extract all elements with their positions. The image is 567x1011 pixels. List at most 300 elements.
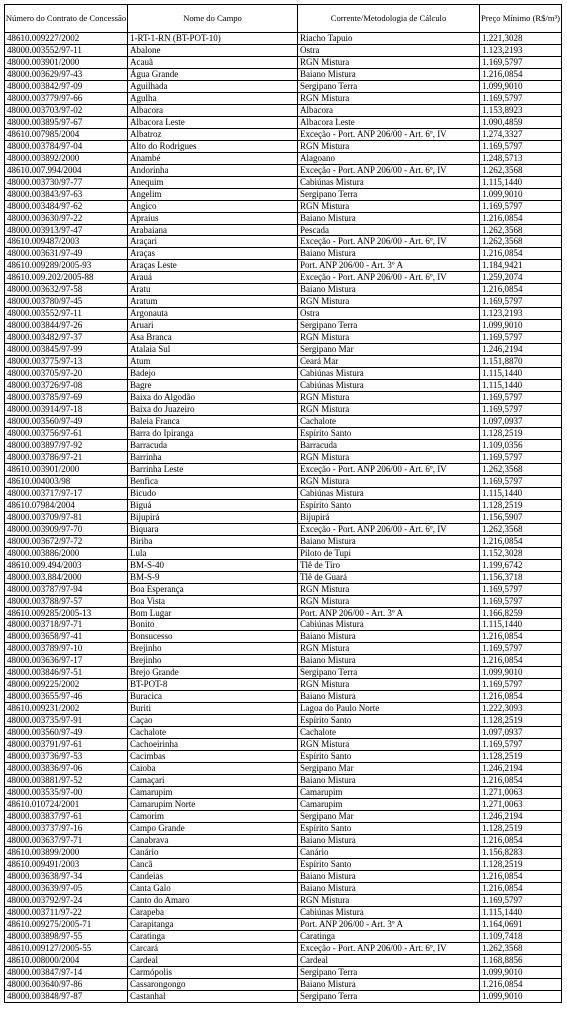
table-row [5,847,561,859]
preco-cell: 1.169,5797 [482,739,523,750]
contrato-cell: 48000.003638/97-34 [5,871,128,882]
price-table [4,4,562,1003]
contrato-cell: 48000.003789/97-10 [5,643,128,654]
corrente-cell: Espírito Santo [298,500,480,511]
contrato-cell: 48610.009289/2005-93 [5,260,128,271]
contrato-cell: 48610.007985/2004 [5,129,128,140]
preco-cell: 1.262,3568 [482,164,523,175]
preco-cell: 1.262,3568 [482,224,523,235]
campo-cell: Barrinha Leste [128,464,298,475]
contrato-cell: 48000.003631/97-49 [5,248,128,259]
contrato-cell: 48000.003886/2000 [5,548,128,559]
preco-cell: 1.115,1440 [482,176,523,187]
corrente-cell: Baiano Mistura [298,213,480,224]
preco-cell: 1.169,5797 [482,332,523,343]
table-row [5,272,561,284]
contrato-cell: 48000.003711/97-22 [5,907,128,918]
campo-cell: Camaçari [128,775,298,786]
campo-cell: Atalaia Sul [128,344,298,355]
table-row [5,859,561,871]
table-row [5,775,561,787]
campo-cell: Lula [128,548,298,559]
table-row [5,189,561,201]
table-row [5,81,561,93]
preco-cell: 1.115,1440 [482,487,523,498]
contrato-cell: 48000.003914/97-18 [5,404,128,415]
contrato-cell: 48000.003846/97-51 [5,667,128,678]
table-row [5,416,561,428]
contrato-cell: 48610.009.202/2005-88 [5,272,128,283]
contrato-cell: 48610.009285/2005-13 [5,608,128,619]
preco-cell: 1.262,3568 [482,523,523,534]
table-row [5,308,561,320]
preco-cell: 1.153,8923 [482,104,523,115]
table-row [5,991,561,1003]
preco-cell: 1.216,0854 [482,834,523,845]
table-row [5,751,561,763]
table-row [5,835,561,847]
table-row [5,979,561,991]
contrato-cell: 48000.003901/2000 [5,57,128,68]
preco-cell: 1.271,0063 [482,799,523,809]
corrente-cell: RGN Mistura [298,332,480,343]
table-row [5,356,561,368]
corrente-cell: RGN Mistura [298,596,480,607]
table-row [5,153,561,165]
preco-cell: 1.262,3568 [482,463,523,474]
campo-cell: Canabrava [128,835,298,846]
table-row [5,488,561,500]
preco-cell: 1.216,0854 [482,212,523,223]
corrente-cell: Barracuda [298,440,480,451]
corrente-cell: Cabiúnas Mistura [298,368,480,379]
corrente-cell: RGN Mistura [298,296,480,307]
preco-cell: 1.097,0937 [482,727,523,738]
table-row [5,284,561,296]
table-row [5,715,561,727]
preco-cell: 1.128,2519 [482,822,523,833]
preco-cell: 1.246,2194 [482,763,523,774]
corrente-cell: Baiano Mistura [298,979,480,990]
contrato-cell: 48000.003847/97-14 [5,967,128,978]
table-row [5,691,561,703]
corrente-cell: Riacho Tapuio [298,33,480,44]
corrente-cell: Sergipano Mar [298,811,480,822]
campo-cell: Araças Leste [128,260,298,271]
table-row [5,129,561,141]
contrato-cell: 48000.003836/97-06 [5,763,128,774]
campo-cell: Biguá [128,500,298,511]
contrato-cell: 48610.009227/2002 [5,33,128,44]
corrente-cell: Sergipano Terra [298,967,480,978]
corrente-cell: Cachalote [298,416,480,427]
contrato-cell: 48610.009487/2003 [5,236,128,247]
campo-cell: Canário [128,847,298,858]
campo-cell: Brejo Grande [128,667,298,678]
table-row [5,524,561,536]
preco-cell: 1.123,2193 [482,308,523,319]
corrente-cell: Cabiúnas Mistura [298,488,480,499]
table-row [5,955,561,967]
preco-cell: 1.274,3327 [482,128,523,139]
campo-cell: Buracica [128,691,298,702]
campo-cell: Apraius [128,213,298,224]
preco-cell: 1.216,0854 [482,775,523,786]
campo-cell: Araças [128,248,298,259]
corrente-cell: Exceção - Port. ANP 206/00 - Art. 6º, IV [298,524,480,535]
contrato-cell: 48000.003630/97-22 [5,213,128,224]
corrente-cell: Espírito Santo [298,823,480,834]
corrente-cell: RGN Mistura [298,476,480,487]
preco-cell: 1.128,2519 [482,499,523,510]
table-row [5,967,561,979]
preco-cell: 1.262,3568 [482,236,523,247]
table-row [5,727,561,739]
contrato-cell: 48000.003848/97-87 [5,991,128,1003]
corrente-cell: Baiano Mistura [298,248,480,259]
preco-cell: 1.164,0691 [482,918,523,929]
table-row [5,943,561,955]
table-header [5,5,561,33]
campo-cell: Camarupim [128,787,298,798]
campo-cell: Aruari [128,320,298,331]
corrente-cell: Baiano Mistura [298,835,480,846]
campo-cell: Cassarongongo [128,979,298,990]
contrato-cell: 48000.003552/97-11 [5,45,128,56]
contrato-cell: 48610.003901/2000 [5,464,128,475]
contrato-cell: 48610.009275/2005-71 [5,919,128,930]
campo-cell: Arabaiana [128,225,298,236]
campo-cell: Caratinga [128,931,298,942]
campo-cell: Carcará [128,943,298,954]
table-row [5,93,561,105]
contrato-cell: 48610.003899/2000 [5,847,128,858]
preco-cell: 1.216,0854 [482,535,523,546]
campo-cell: Boa Esperança [128,584,298,595]
campo-cell: Biriba [128,536,298,547]
corrente-cell: RGN Mistura [298,739,480,750]
contrato-cell: 48000.003629/97-43 [5,69,128,80]
table-row [5,823,561,835]
campo-cell: 1-RT-1-RN (BT-POT-10) [128,33,298,44]
campo-cell: Canta Galo [128,883,298,894]
table-row [5,320,561,332]
preco-cell: 1.169,5797 [482,56,523,67]
campo-cell: Cacimbas [128,751,298,762]
contrato-cell: 48000.003843/97-63 [5,189,128,200]
corrente-cell: RGN Mistura [298,141,480,152]
preco-cell: 1.099,9010 [482,320,523,331]
corrente-cell: RGN Mistura [298,895,480,906]
campo-cell: Barra do Ipiranga [128,428,298,439]
contrato-cell: 48610.004003/98 [5,476,128,487]
preco-cell: 1.222,3093 [482,703,523,714]
contrato-cell: 48000.003484/97-62 [5,201,128,212]
contrato-cell: 48000.003895/97-67 [5,117,128,128]
campo-cell: Camarupim Norte [128,799,298,810]
preco-cell: 1.199,6742 [482,559,523,570]
table-row [5,368,561,380]
contrato-cell: 48000.003482/97-37 [5,332,128,343]
preco-cell: 1.128,2519 [482,858,523,869]
campo-cell: Benfica [128,476,298,487]
preco-cell: 1.169,5797 [482,679,523,690]
campo-cell: Camorim [128,811,298,822]
preco-cell: 1.246,2194 [482,810,523,821]
campo-cell: Aratu [128,284,298,295]
campo-cell: Buriti [128,703,298,714]
campo-cell: Boa Vista [128,596,298,607]
contrato-cell: 48000.003726/97-08 [5,380,128,391]
preco-cell: 1.169,5797 [482,200,523,211]
campo-cell: Anequim [128,177,298,188]
corrente-cell: Port. ANP 206/00 - Art. 3º A [298,260,480,271]
corrente-cell: Caratinga [298,931,480,942]
contrato-cell: 48000.003784/97-04 [5,141,128,152]
campo-cell: Barracuda [128,440,298,451]
table-row [5,787,561,799]
campo-cell: Atum [128,356,298,367]
campo-cell: Andorinha [128,165,298,176]
table-row [5,548,561,560]
campo-cell: BT-POT-8 [128,679,298,690]
table-row [5,464,561,476]
contrato-cell: 48610.009127/2005-55 [5,943,128,954]
table-row [5,631,561,643]
corrente-cell: Camarupim [298,787,480,798]
corrente-cell: Tlê de Tiro [298,560,480,571]
contrato-cell: 48000.003552/97-11 [5,308,128,319]
campo-cell: Bonsucesso [128,631,298,642]
preco-cell: 1.115,1440 [482,906,523,917]
contrato-cell: 48000.003786/97-21 [5,452,128,463]
corrente-cell: Pescada [298,225,480,236]
contrato-cell: 48000.003788/97-57 [5,596,128,607]
preco-cell: 1.221,3028 [482,33,523,43]
contrato-cell: 48000.003637/97-71 [5,835,128,846]
preco-cell: 1.123,2193 [482,44,523,55]
table-row [5,608,561,620]
campo-cell: Cancã [128,859,298,870]
contrato-cell: 48000.003791/97-61 [5,739,128,750]
campo-cell: Candeias [128,871,298,882]
campo-cell: Aguilhada [128,81,298,92]
table-row [5,440,561,452]
corrente-cell: RGN Mistura [298,392,480,403]
preco-cell: 1.156,5907 [482,511,523,522]
corrente-cell: Sergipano Mar [298,763,480,774]
table-row [5,344,561,356]
preco-cell: 1.099,9010 [482,667,523,678]
preco-cell: 1.115,1440 [482,380,523,391]
contrato-cell: 48000.003705/97-20 [5,368,128,379]
campo-cell: Argonauta [128,308,298,319]
corrente-cell: Sergipano Terra [298,320,480,331]
corrente-cell: Baiano Mistura [298,871,480,882]
table-row [5,679,561,691]
corrente-cell: Ostra [298,45,480,56]
table-row [5,919,561,931]
corrente-cell: Albacora Leste [298,117,480,128]
campo-cell: Caioba [128,763,298,774]
table-row [5,703,561,715]
corrente-cell: Baiano Mistura [298,691,480,702]
campo-cell: Baixa do Juazeiro [128,404,298,415]
table-row [5,895,561,907]
contrato-cell: 48000.003632/97-58 [5,284,128,295]
preco-cell: 1.128,2519 [482,715,523,726]
corrente-cell: Ostra [298,308,480,319]
corrente-cell: Lagoa do Paulo Norte [298,703,480,714]
corrente-cell: RGN Mistura [298,404,480,415]
preco-cell: 1.099,9010 [482,188,523,199]
table-row [5,763,561,775]
table-row [5,296,561,308]
campo-cell: Angelim [128,189,298,200]
preco-cell: 1.169,5797 [482,583,523,594]
preco-cell: 1.246,2194 [482,344,523,355]
contrato-cell: 48610.008000/2004 [5,955,128,966]
corrente-cell: Cabiúnas Mistura [298,619,480,630]
campo-cell: Cachalote [128,727,298,738]
corrente-cell: Baiano Mistura [298,69,480,80]
campo-cell: Carmópolis [128,967,298,978]
contrato-cell: 48000.003787/97-94 [5,584,128,595]
preco-cell: 1.099,9010 [482,990,523,1001]
preco-cell: 1.169,5797 [482,894,523,905]
corrente-cell: Sergipano Terra [298,81,480,92]
preco-cell: 1.169,5797 [482,475,523,486]
table-row [5,117,561,129]
preco-cell: 1.216,0854 [482,978,523,989]
contrato-cell: 48000.003730/97-77 [5,177,128,188]
table-row [5,655,561,667]
table-row [5,871,561,883]
contrato-cell: 48000.003737/97-16 [5,823,128,834]
table-row [5,57,561,69]
corrente-cell: Piloto de Tupi [298,548,480,559]
preco-cell: 1.156,3718 [482,571,523,582]
preco-cell: 1.184,9421 [482,260,523,271]
contrato-cell: 48000.003780/97-45 [5,296,128,307]
contrato-cell: 48000.003640/97-86 [5,979,128,990]
campo-cell: Albacora [128,105,298,116]
preco-cell: 1.216,0854 [482,882,523,893]
corrente-cell: RGN Mistura [298,452,480,463]
corrente-cell: Cachalote [298,727,480,738]
preco-cell: 1.216,0854 [482,655,523,666]
table-row [5,165,561,177]
table-row [5,404,561,416]
table-row [5,392,561,404]
campo-cell: Agulha [128,93,298,104]
corrente-cell: Espírito Santo [298,859,480,870]
contrato-cell: 48000.003639/97-05 [5,883,128,894]
preco-cell: 1.262,3568 [482,942,523,953]
campo-cell: Bijupirá [128,512,298,523]
contrato-cell: 48000.003.884/2000 [5,572,128,583]
corrente-cell: RGN Mistura [298,93,480,104]
contrato-cell: 48000.003709/97-81 [5,512,128,523]
preco-cell: 1.168,8856 [482,954,523,965]
preco-cell: 1.248,5713 [482,152,523,163]
corrente-cell: Espírito Santo [298,715,480,726]
table-row [5,799,561,811]
preco-cell: 1.152,3028 [482,547,523,558]
campo-cell: Brejinho [128,643,298,654]
campo-cell: Araçari [128,236,298,247]
campo-cell: BM-S-40 [128,560,298,571]
contrato-cell: 48000.009225/2002 [5,679,128,690]
contrato-cell: 48610.010724/2001 [5,799,128,810]
preco-cell: 1.166,8259 [482,607,523,618]
corrente-cell: RGN Mistura [298,57,480,68]
preco-cell: 1.216,0854 [482,68,523,79]
table-row [5,476,561,488]
campo-cell: Alto do Rodrigues [128,141,298,152]
contrato-cell: 48000.003718/97-71 [5,619,128,630]
corrente-cell: Port. ANP 206/00 - Art. 3º A [298,919,480,930]
preco-cell: 1.169,5797 [482,643,523,654]
table-row [5,619,561,631]
table-row [5,572,561,584]
contrato-cell: 48000.003779/97-66 [5,93,128,104]
table-row [5,380,561,392]
corrente-cell: RGN Mistura [298,643,480,654]
campo-cell: Asa Branca [128,332,298,343]
table-row [5,811,561,823]
table-row [5,201,561,213]
table-row [5,883,561,895]
corrente-cell: Baiano Mistura [298,631,480,642]
preco-cell: 1.216,0854 [482,870,523,881]
campo-cell: Carapeba [128,907,298,918]
campo-cell: Canto do Amaro [128,895,298,906]
preco-cell: 1.097,0937 [482,416,523,426]
contrato-cell: 48000.003658/97-41 [5,631,128,642]
corrente-cell: Baiano Mistura [298,655,480,666]
preco-cell: 1.090,4859 [482,116,523,127]
campo-cell: Bonito [128,619,298,630]
corrente-cell: Exceção - Port. ANP 206/00 - Art. 6º, IV [298,165,480,176]
corrente-cell: Exceção - Port. ANP 206/00 - Art. 6º, IV [298,943,480,954]
campo-cell: Campo Grande [128,823,298,834]
corrente-cell: Espírito Santo [298,751,480,762]
corrente-cell: Exceção - Port. ANP 206/00 - Art. 6º, IV [298,464,480,475]
campo-cell: Abalone [128,45,298,56]
corrente-cell: Exceção - Port. ANP 206/00 - Art. 6º, IV [298,129,480,140]
campo-cell: Arauá [128,272,298,283]
contrato-cell: 48000.003560/97-49 [5,416,128,427]
campo-cell: Biquara [128,524,298,535]
contrato-cell: 48610.007.994/2004 [5,165,128,176]
contrato-cell: 48610.009491/2003 [5,859,128,870]
preco-cell: 1.169,5797 [482,392,523,403]
preco-cell: 1.128,2519 [482,751,523,762]
table-row [5,667,561,679]
corrente-cell: Cardeal [298,955,480,966]
contrato-cell: 48000.003892/2000 [5,153,128,164]
table-row [5,560,561,572]
corrente-cell: Baiano Mistura [298,775,480,786]
header-corrente: Corrente/Metodologia de Cálculo [298,5,480,32]
contrato-cell: 48000.003881/97-52 [5,775,128,786]
campo-cell: Carapitanga [128,919,298,930]
table-row [5,248,561,260]
preco-cell: 1.115,1440 [482,368,523,379]
campo-cell: Anambé [128,153,298,164]
table-row [5,260,561,272]
